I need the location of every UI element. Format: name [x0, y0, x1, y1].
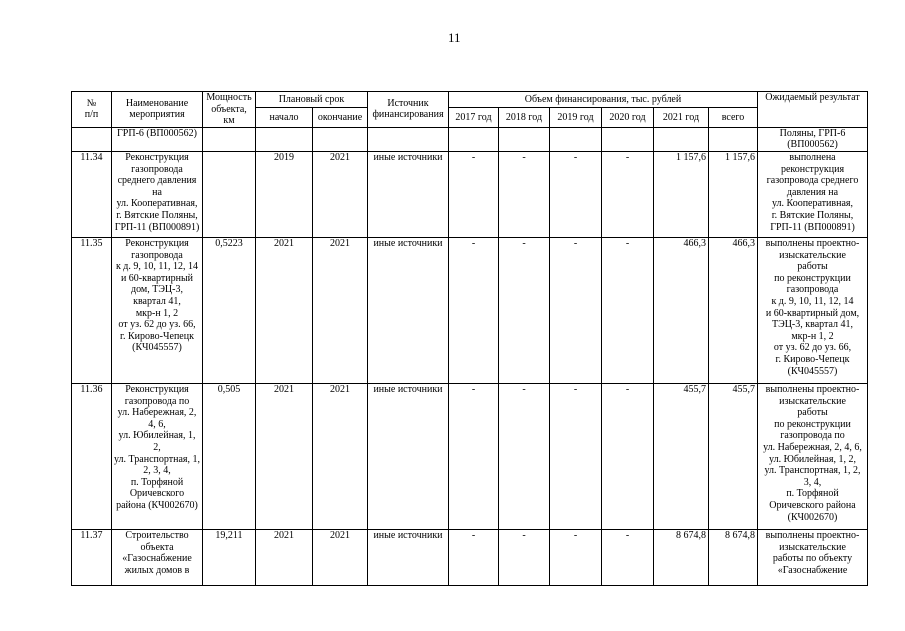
row-capacity — [203, 151, 256, 237]
row-2019: - — [550, 529, 602, 585]
row-num: 11.34 — [72, 151, 112, 237]
cont-name: ГРП-6 (ВП000562) — [112, 127, 203, 151]
header-result: Ожидаемый результат — [758, 92, 868, 128]
cont-num — [72, 127, 112, 151]
row-2017: - — [449, 151, 499, 237]
row-capacity: 19,211 — [203, 529, 256, 585]
row-result: выполнена реконструкция газопровода среднего давления на ул. Кооперативная, г. Вятские Поляны, ГРП-11 (ВП000891) — [758, 151, 868, 237]
row-2020: - — [602, 529, 654, 585]
header-name: Наименование мероприятия — [112, 92, 203, 128]
cont-result: Поляны, ГРП-6 (ВП000562) — [758, 127, 868, 151]
row-source: иные источники — [368, 529, 449, 585]
header-capacity: Мощность объекта, км — [203, 92, 256, 128]
header-end: окончание — [313, 108, 368, 127]
header-2021: 2021 год — [654, 108, 709, 127]
row-2017: - — [449, 383, 499, 529]
cont-total — [709, 127, 758, 151]
row-2021: 1 157,6 — [654, 151, 709, 237]
row-name: Строительство объекта «Газоснабжение жилых домов в — [112, 529, 203, 585]
row-2019: - — [550, 151, 602, 237]
row-source: иные источники — [368, 383, 449, 529]
cont-end — [313, 127, 368, 151]
row-2021: 455,7 — [654, 383, 709, 529]
cont-source — [368, 127, 449, 151]
row-capacity: 0,5223 — [203, 237, 256, 383]
header-2020: 2020 год — [602, 108, 654, 127]
row-end: 2021 — [313, 237, 368, 383]
row-total: 1 157,6 — [709, 151, 758, 237]
row-2017: - — [449, 529, 499, 585]
row-2021: 8 674,8 — [654, 529, 709, 585]
row-total: 466,3 — [709, 237, 758, 383]
row-start: 2021 — [256, 237, 313, 383]
row-num: 11.35 — [72, 237, 112, 383]
row-capacity: 0,505 — [203, 383, 256, 529]
table-row — [72, 383, 868, 529]
header-funding: Объем финансирования, тыс. рублей — [449, 92, 758, 108]
row-2017: - — [449, 237, 499, 383]
row-end: 2021 — [313, 383, 368, 529]
row-name: Реконструкция газопровода к д. 9, 10, 11, 12, 14 и 60-квартирный дом, ТЭЦ-3, квартал 41, мкр-н 1, 2 от уз. 62 до уз. 66, г. Кирово-Чепецк (КЧ045557) — [112, 237, 203, 383]
row-2020: - — [602, 383, 654, 529]
table-row — [72, 237, 868, 383]
header-total: всего — [709, 108, 758, 127]
row-start: 2019 — [256, 151, 313, 237]
row-2019: - — [550, 237, 602, 383]
cont-capacity — [203, 127, 256, 151]
cont-2019 — [550, 127, 602, 151]
cont-2020 — [602, 127, 654, 151]
cont-2017 — [449, 127, 499, 151]
row-2019: - — [550, 383, 602, 529]
header-2018: 2018 год — [499, 108, 550, 127]
row-num: 11.36 — [72, 383, 112, 529]
row-2018: - — [499, 529, 550, 585]
row-2018: - — [499, 237, 550, 383]
row-2018: - — [499, 151, 550, 237]
row-2018: - — [499, 383, 550, 529]
header-2019: 2019 год — [550, 108, 602, 127]
table-row — [72, 529, 868, 585]
row-2020: - — [602, 151, 654, 237]
row-result: выполнены проектно- изыскательские работы по реконструкции газопровода по ул. Набережная, 2, 4, 6, ул. Юбилейная, 1, 2, ул. Транспортная, 1, 2, 3, 4, п. Торфяной Оричевского района (КЧ002670) — [758, 383, 868, 529]
row-start: 2021 — [256, 383, 313, 529]
header-2017: 2017 год — [449, 108, 499, 127]
header-row-1 — [72, 92, 868, 108]
row-end: 2021 — [313, 529, 368, 585]
row-start: 2021 — [256, 529, 313, 585]
row-name: Реконструкция газопровода среднего давления на ул. Кооперативная, г. Вятские Поляны, ГРП-11 (ВП000891) — [112, 151, 203, 237]
row-result: выполнены проектно- изыскательские работы по объекту «Газоснабжение — [758, 529, 868, 585]
row-source: иные источники — [368, 237, 449, 383]
row-end: 2021 — [313, 151, 368, 237]
row-result: выполнены проектно- изыскательские работы по реконструкции газопровода к д. 9, 10, 11, 12, 14 и 60-квартирный дом, ТЭЦ-3, квартал 41, мкр-н 1, 2 от уз. 62 до уз. 66, г. Кирово-Чепецк (КЧ045557) — [758, 237, 868, 383]
page-number: 11 — [448, 30, 461, 45]
row-total: 8 674,8 — [709, 529, 758, 585]
header-start: начало — [256, 108, 313, 127]
header-num: № п/п — [72, 92, 112, 128]
continuation-row — [72, 127, 868, 151]
table-row — [72, 151, 868, 237]
row-source: иные источники — [368, 151, 449, 237]
row-2021: 466,3 — [654, 237, 709, 383]
row-2020: - — [602, 237, 654, 383]
funding-table — [71, 91, 868, 586]
row-name: Реконструкция газопровода по ул. Набережная, 2, 4, 6, ул. Юбилейная, 1, 2, ул. Транспортная, 1, 2, 3, 4, п. Торфяной Оричевского района (КЧ002670) — [112, 383, 203, 529]
header-source: Источник финансирования — [368, 92, 449, 128]
header-period: Плановый срок — [256, 92, 368, 108]
row-total: 455,7 — [709, 383, 758, 529]
row-num: 11.37 — [72, 529, 112, 585]
cont-2021 — [654, 127, 709, 151]
cont-2018 — [499, 127, 550, 151]
cont-start — [256, 127, 313, 151]
